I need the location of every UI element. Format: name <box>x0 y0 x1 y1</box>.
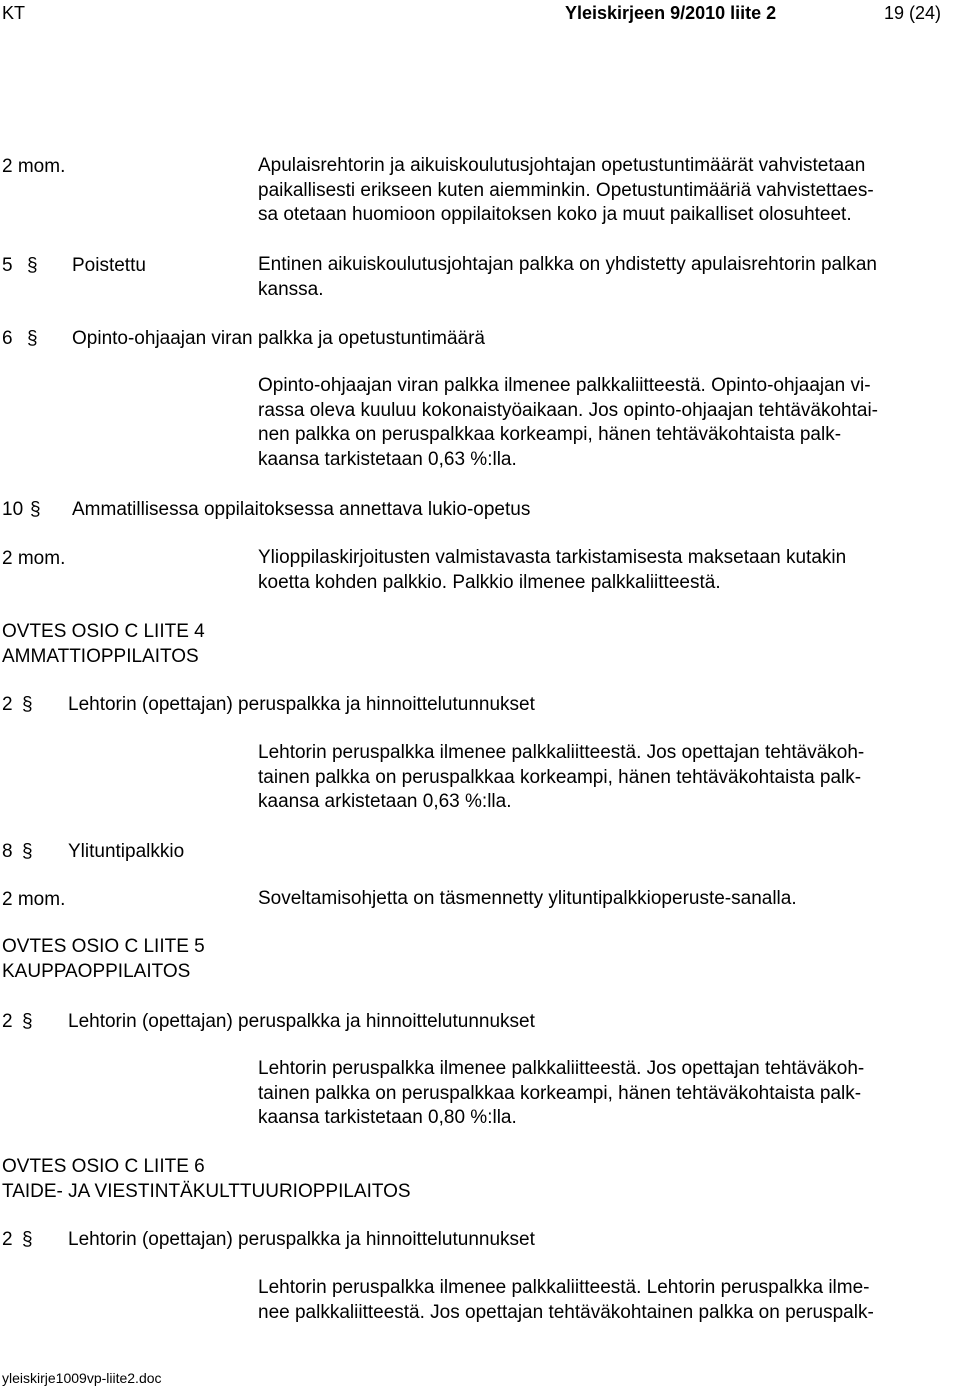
section-title: Lehtorin (opettajan) peruspalkka ja hinnoittelutunnukset <box>68 1011 535 1032</box>
paragraph <box>258 741 958 815</box>
header-left: KT <box>2 3 26 23</box>
paragraph-line: Apulaisrehtorin ja aikuiskoulutusjohtajan opetustuntimäärät vahvistetaan <box>258 155 866 176</box>
appendix-heading <box>2 1155 411 1204</box>
paragraph-line: Lehtorin peruspalkka ilmenee palkkaliitteestä. Jos opettajan tehtäväkoh- <box>258 742 865 763</box>
appendix-heading-line: AMMATTIOPPILAITOS <box>2 645 199 667</box>
section-title: Lehtorin (opettajan) peruspalkka ja hinnoittelutunnukset <box>68 694 535 715</box>
section-number: 8 <box>2 841 13 862</box>
section-title: Poistettu <box>72 255 146 276</box>
section-symbol: § <box>22 694 33 715</box>
paragraph-line: Lehtorin peruspalkka ilmenee palkkaliitteestä. Lehtorin peruspalkka ilme- <box>258 1277 870 1298</box>
section-symbol: § <box>22 1011 33 1032</box>
paragraph-line: kaansa arkistetaan 0,63 %:lla. <box>258 791 512 812</box>
paragraph <box>258 546 958 595</box>
paragraph-line: Opinto-ohjaajan viran palkka ilmenee palkkaliitteestä. Opinto-ohjaajan vi- <box>258 375 871 396</box>
moment-label: 2 mom. <box>2 548 66 569</box>
section-number: 2 <box>2 1011 13 1032</box>
section-title: Ammatillisessa oppilaitoksessa annettava lukio-opetus <box>72 499 531 520</box>
appendix-heading-line: TAIDE- JA VIESTINTÄKULTTUURIOPPILAITOS <box>2 1180 411 1202</box>
section-title: Opinto-ohjaajan viran palkka ja opetustuntimäärä <box>72 328 485 349</box>
section-title: Ylituntipalkkio <box>68 841 185 862</box>
paragraph-line: Lehtorin peruspalkka ilmenee palkkaliitteestä. Jos opettajan tehtäväkoh- <box>258 1058 865 1079</box>
appendix-heading-line: KAUPPAOPPILAITOS <box>2 960 191 982</box>
section-symbol: § <box>27 255 38 276</box>
paragraph-line: kanssa. <box>258 278 324 300</box>
paragraph <box>258 253 958 302</box>
paragraph-line: koetta kohden palkkio. Palkkio ilmenee palkkaliitteestä. <box>258 571 721 593</box>
section-symbol: § <box>22 1229 33 1250</box>
moment-label: 2 mom. <box>2 156 66 177</box>
page-number: 19 (24) <box>884 3 942 23</box>
paragraph <box>258 1057 958 1131</box>
paragraph <box>258 1276 958 1325</box>
paragraph-line: Ylioppilaskirjoitusten valmistavasta tarkistamisesta maksetaan kutakin <box>258 547 847 568</box>
paragraph-line: sa otetaan huomioon oppilaitoksen koko ja muut paikalliset olosuhteet. <box>258 204 852 225</box>
section-symbol: § <box>27 328 38 349</box>
section-symbol: § <box>22 841 33 862</box>
appendix-heading <box>2 620 205 669</box>
paragraph <box>258 154 958 228</box>
section-number: 5 <box>2 255 13 276</box>
appendix-heading-line: OVTES OSIO C LIITE 5 <box>2 936 205 957</box>
paragraph <box>258 887 958 912</box>
paragraph-line: kaansa tarkistetaan 0,63 %:lla. <box>258 448 517 470</box>
paragraph-line: Entinen aikuiskoulutusjohtajan palkka on yhdistetty apulaisrehtorin palkan <box>258 254 877 275</box>
section-title: Lehtorin (opettajan) peruspalkka ja hinnoittelutunnukset <box>68 1229 535 1250</box>
section-symbol: § <box>30 499 41 520</box>
paragraph-line: Soveltamisohjetta on täsmennetty ylituntipalkkioperuste-sanalla. <box>258 888 797 909</box>
paragraph-line: tainen palkka on peruspalkkaa korkeampi, hänen tehtäväkohtaista palk- <box>258 766 862 788</box>
paragraph-line: nee palkkaliitteestä. Jos opettajan tehtäväkohtainen palkka on peruspalk- <box>258 1301 874 1323</box>
paragraph-line: tainen palkka on peruspalkkaa korkeampi, hänen tehtäväkohtaista palk- <box>258 1082 862 1104</box>
appendix-heading <box>2 935 205 984</box>
moment-label: 2 mom. <box>2 889 66 910</box>
footer-filename: yleiskirje1009vp-liite2.doc <box>2 1370 162 1386</box>
paragraph <box>258 374 958 472</box>
paragraph-line: paikallisesti erikseen kuten aiemminkin. Opetustuntimääriä vahvistettaes- <box>258 179 874 201</box>
header-title: Yleiskirjeen 9/2010 liite 2 <box>565 3 777 23</box>
paragraph-line: rassa oleva kuuluu kokonaistyöaikaan. Jos opinto-ohjaajan tehtäväkohtai- <box>258 399 879 421</box>
paragraph-line: nen palkka on peruspalkkaa korkeampi, hänen tehtäväkohtaista palk- <box>258 424 842 445</box>
section-number: 2 <box>2 1229 13 1250</box>
appendix-heading-line: OVTES OSIO C LIITE 4 <box>2 621 205 642</box>
section-number: 6 <box>2 328 13 349</box>
appendix-heading-line: OVTES OSIO C LIITE 6 <box>2 1156 205 1177</box>
paragraph-line: kaansa tarkistetaan 0,80 %:lla. <box>258 1107 517 1128</box>
section-number: 10 <box>2 499 24 520</box>
section-number: 2 <box>2 694 13 715</box>
